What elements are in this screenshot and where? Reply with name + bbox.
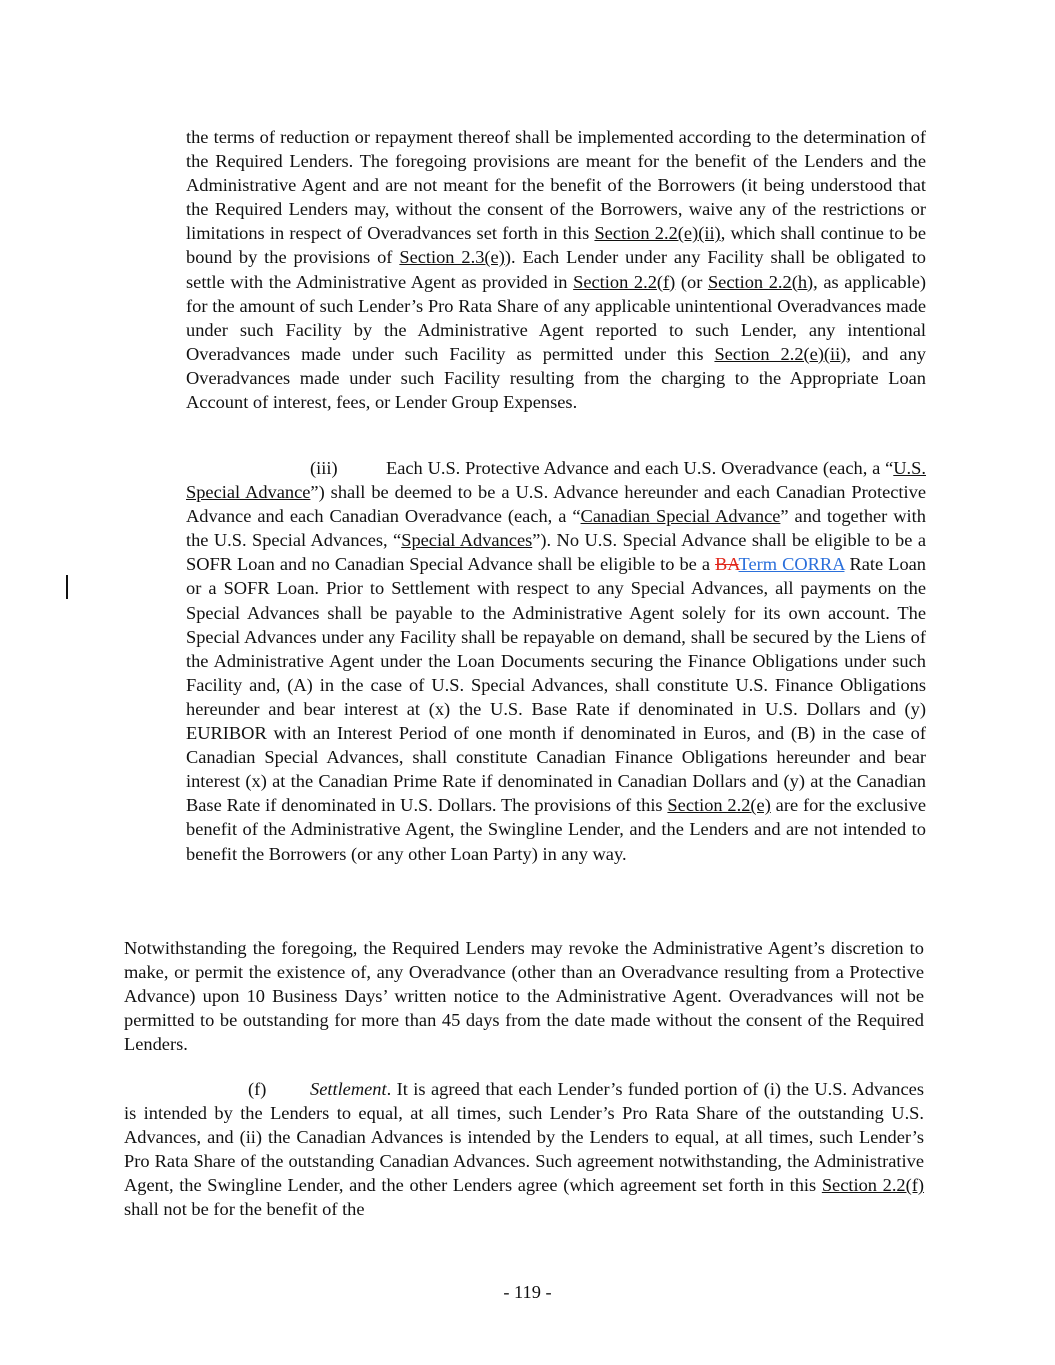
defined-term: Special Advances — [401, 530, 533, 551]
text-run: ). Each Lender under any Facility shall be obligated to settle with the Administrative Agent as provided in — [186, 247, 927, 292]
section-reference: Section 2.2(h) — [707, 271, 814, 292]
text-run: are for the exclusive benefit of the Administrative Agent, the Swingline Lender, and the Lenders and are not intended to benefit the Borrowers (or any other Loan Party) in any way. — [186, 795, 926, 864]
text-run: shall not be for the benefit of the — [124, 1199, 365, 1220]
clause-number: (f) — [248, 1079, 267, 1099]
defined-term: Canadian Special Advance — [580, 506, 781, 527]
section-reference: Section 2.2(f) — [573, 271, 676, 292]
inserted-text: Term CORRA — [738, 554, 845, 575]
section-reference: Section 2.2(f) — [821, 1175, 925, 1196]
revision-change-bar — [66, 575, 68, 599]
text-run: . It is agreed that each Lender’s funded portion of (i) the U.S. Advances is intended by the Lenders to equal, at all times, such Lender’s Pro Rata Share of the outstanding U.S. Advances, and (ii) the Canadian Advances is intended by the Lenders to equal, at all times, such Lender’s Pro Rata Share of the outstanding Canadian Advances. Such agreement notwithstanding, the Administrative Agent, the Swingline Lender, and the other Lenders agree (which agreement set forth in this — [124, 1079, 924, 1196]
paragraph-settlement — [124, 1077, 924, 1222]
section-reference: Section 2.3(e) — [399, 247, 505, 268]
text-run: , which shall continue to be bound by the provisions of — [186, 223, 926, 268]
text-run: , and any Overadvances made under such Facility resulting from the charging to the Appropriate Loan Account of interest, fees, or Lender Group Expenses. — [186, 343, 926, 413]
clause-number: (iii) — [310, 458, 338, 478]
text-run: Rate Loan or a SOFR Loan. Prior to Settlement with respect to any Special Advances, all payments on the Special Advances shall be payable to the Administrative Agent solely for its own account. The Special Advances under any Facility shall be repayable on demand, shall be secured by the Liens of the Administrative Agent under the Loan Documents securing the Finance Obligations under such Facility and, (A) in the case of U.S. Special Advances, shall constitute U.S. Finance Obligations hereunder and bear interest at (x) the U.S. Base Rate if denominated in U.S. Dollars and (y) EURIBOR with an Interest Period of one month if denominated in Euros, and (B) in the case of Canadian Special Advances, shall constitute Canadian Finance Obligations hereunder and bear interest (x) at the Canadian Prime Rate if denominated in Canadian Dollars and (y) at the Canadian Base Rate if denominated in U.S. Dollars. The provisions of this — [186, 554, 927, 816]
page-number: - 119 - — [503, 1282, 552, 1302]
section-reference: Section 2.2(e)(ii) — [594, 223, 721, 244]
text-run: Each U.S. Protective Advance and each U.S. Overadvance (each, a “ — [386, 458, 894, 478]
text-run: ”) shall be deemed to be a U.S. Advance hereunder and each Canadian Protective Advance and each Canadian Overadvance (each, a “ — [186, 482, 926, 527]
defined-term: U.S. Special Advance — [186, 458, 926, 503]
text-run: ” and together with the U.S. Special Advances, “ — [186, 506, 926, 551]
deleted-text: BA — [715, 554, 739, 575]
text-run: the terms of reduction or repayment thereof shall be implemented according to the determination of the Required Lenders. The foregoing provisions are meant for the benefit of the Lenders and the Administrative Agent and are not meant for the benefit of the Borrowers (it being understood that the Required Lenders may, without the consent of the Borrowers, waive any of the restrictions or limitations in respect of Overadvances set forth in this — [186, 127, 926, 244]
text-run: (or — [675, 271, 708, 292]
paragraph-overadvance-terms — [186, 125, 926, 414]
paragraph-special-advances — [186, 456, 926, 866]
paragraph-notwithstanding: Notwithstanding the foregoing, the Required Lenders may revoke the Administrative Agent’s discretion to make, or permit the existence of, any Overadvance (other than an Overadvance resulting from a Protective Advance) upon 10 Business Days’ written notice to the Administrative Agent. Overadvances will not be permitted to be outstanding for more than 45 days from the date made without the consent of the Required Lenders. — [124, 938, 924, 1055]
text-run: ”). No U.S. Special Advance shall be eligible to be a SOFR Loan and no Canadian Special Advance shall be eligible to be a — [186, 530, 926, 575]
clause-heading: Settlement — [310, 1079, 387, 1099]
section-reference: Section 2.2(e) — [667, 795, 771, 816]
text-run: , as applicable) for the amount of such Lender’s Pro Rata Share of any applicable unintentional Overadvances made under such Facility by the Administrative Agent reported to such Lender, any intentional Overadvances made under such Facility as permitted under this — [186, 271, 926, 364]
section-reference: Section 2.2(e)(ii) — [714, 343, 847, 364]
